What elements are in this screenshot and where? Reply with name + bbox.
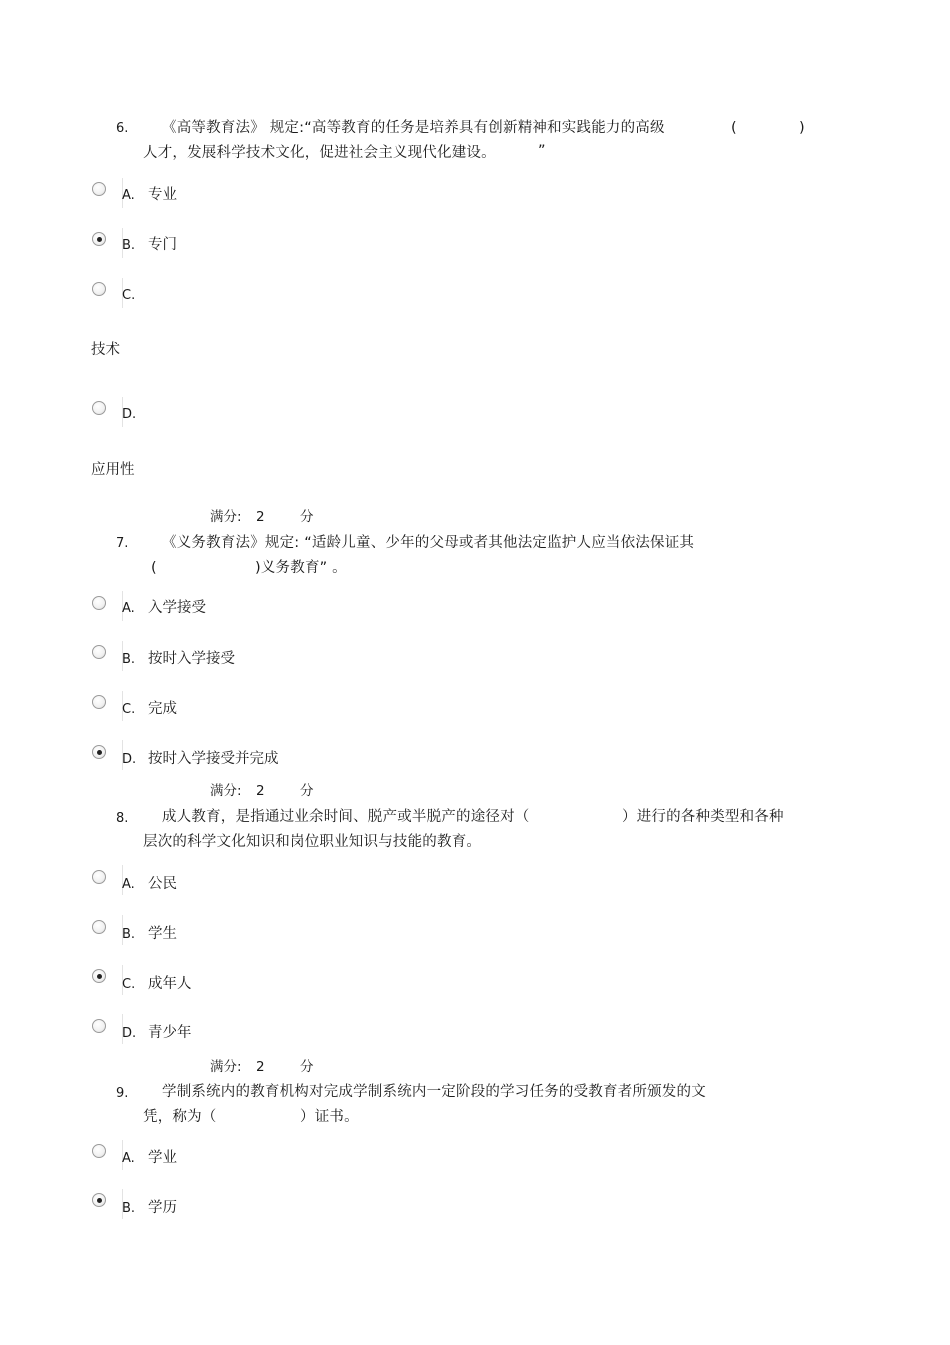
option-letter: D.: [122, 752, 137, 767]
radio-button[interactable]: [92, 596, 106, 610]
score-unit: 分: [300, 783, 314, 799]
blank-close-paren: ): [799, 120, 805, 136]
radio-button[interactable]: [92, 401, 106, 415]
option-letter: A.: [122, 601, 135, 616]
question-text-line1: 学制系统内的教育机构对完成学制系统内一定阶段的学习任务的受教育者所颁发的文: [162, 1084, 706, 1100]
score-label: 满分:: [210, 783, 242, 799]
radio-button[interactable]: [92, 920, 106, 934]
radio-button[interactable]: [92, 695, 106, 709]
option-text: 成年人: [148, 976, 192, 992]
score-value: 2: [256, 1059, 265, 1075]
question-text-line2: )义务教育” 。: [255, 560, 347, 576]
radio-button-selected[interactable]: [92, 745, 106, 759]
option-letter: D.: [122, 1026, 137, 1041]
question-text-line2: 层次的科学文化知识和岗位职业知识与技能的教育。: [143, 834, 482, 850]
question-number: 9.: [116, 1086, 129, 1101]
radio-button[interactable]: [92, 182, 106, 196]
option-text: 专门: [148, 237, 177, 253]
question-number: 8.: [116, 811, 129, 826]
option-letter: B.: [122, 652, 136, 667]
option-text: 学生: [148, 926, 177, 942]
option-text: 公民: [148, 876, 177, 892]
question-text-line2: 凭，称为（: [143, 1109, 217, 1125]
option-text: 按时入学接受: [148, 651, 235, 667]
option-letter: B.: [122, 1201, 136, 1216]
option-letter: B.: [122, 238, 136, 253]
option-letter: A.: [122, 188, 135, 203]
option-letter: C.: [122, 288, 136, 303]
option-letter: A.: [122, 877, 135, 892]
radio-button[interactable]: [92, 1019, 106, 1033]
score-value: 2: [256, 783, 265, 799]
question-text-line1: 《高等教育法》 规定:“高等教育的任务是培养具有创新精神和实践能力的高级: [162, 120, 665, 136]
blank-open-paren: (: [731, 120, 737, 136]
option-letter: C.: [122, 702, 136, 717]
radio-button[interactable]: [92, 870, 106, 884]
question-text-line2: 人才，发展科学技术文化，促进社会主义现代化建设。: [143, 145, 496, 161]
radio-button[interactable]: [92, 282, 106, 296]
closing-quote: ”: [538, 143, 546, 159]
radio-button-selected[interactable]: [92, 1193, 106, 1207]
score-label: 满分:: [210, 509, 242, 525]
radio-button-selected[interactable]: [92, 969, 106, 983]
radio-button[interactable]: [92, 1144, 106, 1158]
radio-button[interactable]: [92, 645, 106, 659]
blank-open-paren: (: [151, 560, 157, 576]
score-unit: 分: [300, 1059, 314, 1075]
score-label: 满分:: [210, 1059, 242, 1075]
option-letter: D.: [122, 407, 137, 422]
option-text: 入学接受: [148, 600, 206, 616]
option-text: 学业: [148, 1150, 177, 1166]
question-text-line1: 成人教育，是指通过业余时间、脱产或半脱产的途径对（: [162, 809, 530, 825]
option-text: 完成: [148, 701, 177, 717]
question-number: 6.: [116, 121, 129, 136]
option-d-text: 应用性: [91, 462, 135, 478]
option-text: 学历: [148, 1200, 177, 1216]
question-text-line1-end: ）进行的各种类型和各种: [622, 809, 784, 825]
question-number: 7.: [116, 536, 129, 551]
option-text: 青少年: [148, 1025, 192, 1041]
option-letter: A.: [122, 1151, 135, 1166]
option-letter: B.: [122, 927, 136, 942]
radio-button-selected[interactable]: [92, 232, 106, 246]
question-text-line1: 《义务教育法》规定: “适龄儿童、少年的父母或者其他法定监护人应当依法保证其: [162, 535, 695, 551]
option-text: 专业: [148, 187, 177, 203]
option-letter: C.: [122, 977, 136, 992]
option-c-text: 技术: [91, 342, 120, 358]
option-text: 按时入学接受并完成: [148, 751, 279, 767]
score-unit: 分: [300, 509, 314, 525]
question-text-line2-end: ）证书。: [300, 1109, 359, 1125]
score-value: 2: [256, 509, 265, 525]
